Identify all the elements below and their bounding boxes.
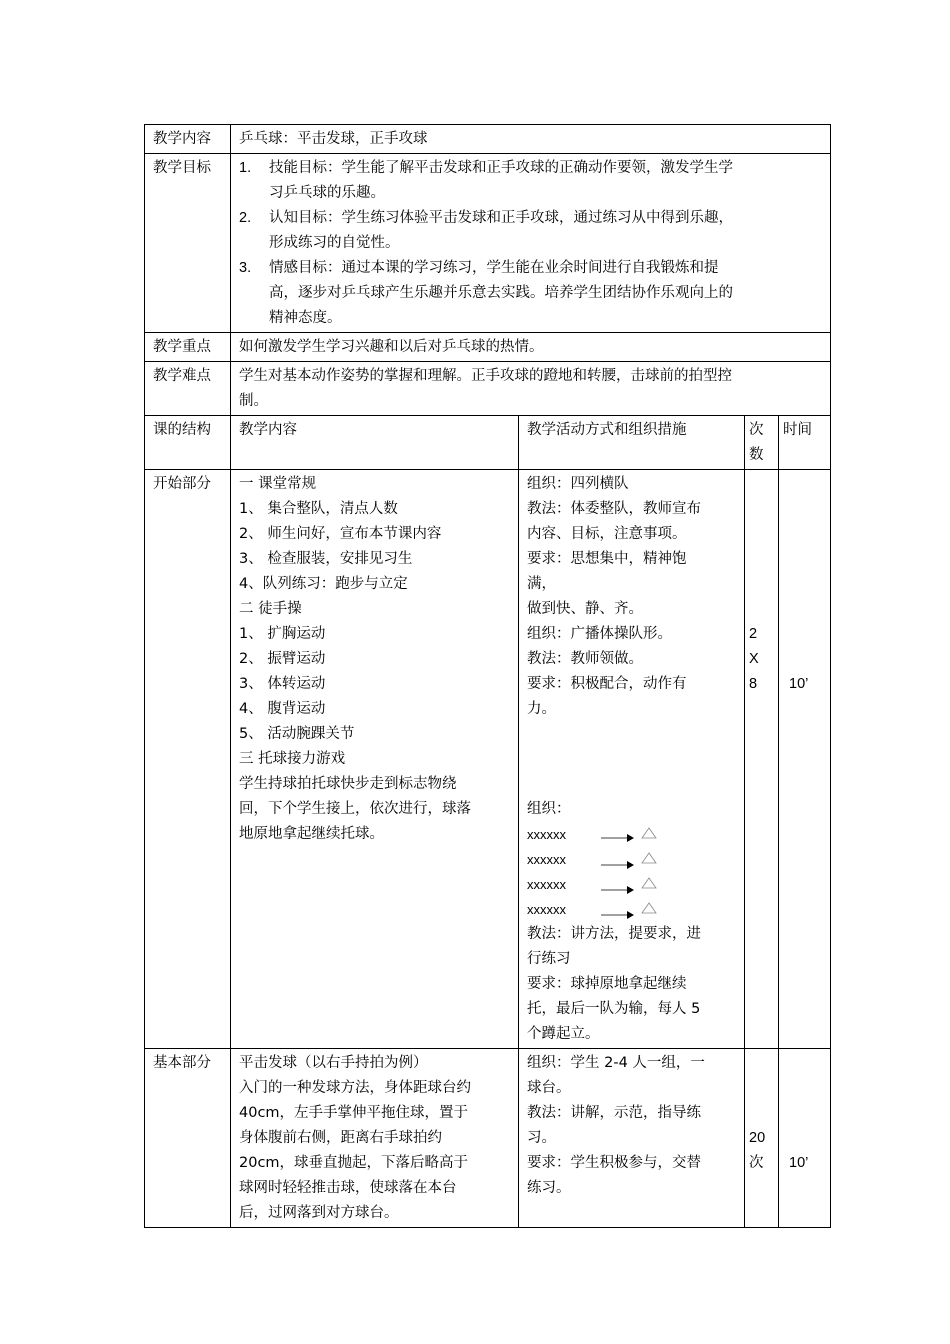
start-method-line: 要求：积极配合，动作有 [527, 676, 687, 692]
difficulty-line: 学生对基本动作姿势的掌握和理解。正手攻球的蹬地和转腰，击球前的拍型控 [239, 368, 732, 384]
start-content-line: 回，下个学生接上，依次进行，球落 [239, 801, 471, 817]
goals-list [239, 156, 824, 331]
difficulty-line: 制。 [239, 393, 268, 409]
basic-content-line: 球网时轻轻推击球，使球落在本台 [239, 1180, 457, 1196]
start-row [145, 470, 831, 1049]
formation-students: xxxxxx [527, 852, 566, 867]
basic-label: 基本部分 [145, 1049, 231, 1228]
basic-count-line: 20 [749, 1130, 766, 1146]
goal-number: 1. [239, 160, 252, 176]
start-method-line: 托，最后一队为输，每人 5 [527, 1001, 701, 1017]
start-count-line: X [749, 651, 759, 667]
start-time-value: 10’ [789, 676, 809, 692]
arrow-to-marker-icon [599, 899, 669, 921]
start-content-line: 三 托球接力游戏 [239, 751, 346, 767]
start-method-line: 满， [527, 576, 556, 592]
header-count-line: 数 [749, 447, 764, 463]
formation-row [527, 897, 738, 922]
basic-time [779, 1049, 831, 1228]
goal-item-2 [239, 206, 824, 256]
difficulty-row [145, 362, 831, 416]
basic-content-line: 入门的一种发球方法，身体距球台约 [239, 1080, 471, 1096]
formation-row [527, 872, 738, 897]
goal-number: 2. [239, 210, 252, 226]
start-method-line: 教法：教师领做。 [527, 651, 643, 667]
start-count-line: 8 [749, 676, 758, 692]
lesson-plan-table [144, 124, 831, 1228]
basic-method-line: 要求：学生积极参与，交替 [527, 1155, 701, 1171]
start-label: 开始部分 [145, 470, 231, 1049]
goal-line: 习乒乓球的乐趣。 [269, 185, 385, 201]
basic-content-line: 平击发球（以右手持拍为例） [239, 1055, 428, 1071]
header-row [145, 416, 831, 470]
header-structure: 课的结构 [145, 416, 231, 470]
start-content-line: 4、队列练习：跑步与立定 [239, 576, 408, 592]
start-method [519, 470, 745, 1049]
start-method-line: 教法：讲方法，提要求，进 [527, 926, 701, 942]
goal-line: 技能目标：学生能了解平击发球和正手攻球的正确动作要领，激发学生学 [269, 160, 733, 176]
start-method-line: 内容、目标，注意事项。 [527, 526, 687, 542]
formation-row [527, 822, 738, 847]
header-count-line: 次 [749, 422, 764, 438]
start-time [779, 470, 831, 1049]
basic-method-line: 习。 [527, 1130, 556, 1146]
start-content-line: 学生持球拍托球快步走到标志物绕 [239, 776, 457, 792]
start-content-line: 3、 检查服装，安排见习生 [239, 551, 413, 567]
focus-row [145, 333, 831, 362]
basic-time-value: 10’ [789, 1155, 809, 1171]
header-count [745, 416, 779, 470]
goal-line: 精神态度。 [269, 310, 342, 326]
header-method: 教学活动方式和组织措施 [519, 416, 745, 470]
start-count-line: 2 [749, 626, 758, 642]
difficulty-value [231, 362, 831, 416]
start-method-line: 要求：球掉原地拿起继续 [527, 976, 687, 992]
formation-label: 组织： [527, 801, 571, 817]
basic-method-line: 教法：讲解，示范，指导练 [527, 1105, 701, 1121]
content-label: 教学内容 [145, 125, 231, 154]
arrow-to-marker-icon [599, 874, 669, 896]
formation-students: xxxxxx [527, 902, 566, 917]
goal-line: 形成练习的自觉性。 [269, 235, 400, 251]
start-content-line: 1、 集合整队，清点人数 [239, 501, 398, 517]
start-content-line: 2、 师生问好，宣布本节课内容 [239, 526, 442, 542]
basic-row [145, 1049, 831, 1228]
method-gap [527, 722, 738, 797]
goal-line: 认知目标：学生练习体验平击发球和正手攻球，通过练习从中得到乐趣， [269, 210, 733, 226]
start-method-line: 个蹲起立。 [527, 1026, 600, 1042]
basic-content [231, 1049, 519, 1228]
goal-item-1 [239, 156, 824, 206]
goal-number: 3. [239, 260, 252, 276]
start-method-line: 要求：思想集中，精神饱 [527, 551, 687, 567]
goals-label: 教学目标 [145, 154, 231, 333]
start-method-line: 力。 [527, 701, 556, 717]
start-method-line: 行练习 [527, 951, 571, 967]
content-value: 乒乓球：平击发球，正手攻球 [231, 125, 831, 154]
start-method-line: 教法：体委整队，教师宣布 [527, 501, 701, 517]
focus-label: 教学重点 [145, 333, 231, 362]
header-content: 教学内容 [231, 416, 519, 470]
basic-method-line: 练习。 [527, 1180, 571, 1196]
basic-content-line: 身体腹前右侧，距离右手球拍约 [239, 1130, 442, 1146]
content-row [145, 125, 831, 154]
start-content-line: 3、 体转运动 [239, 676, 326, 692]
start-content-line: 地原地拿起继续托球。 [239, 826, 384, 842]
basic-content-line: 40cm，左手手掌伸平拖住球，置于 [239, 1105, 469, 1121]
formation-row [527, 847, 738, 872]
basic-content-line: 20cm，球垂直抛起，下落后略高于 [239, 1155, 469, 1171]
goals-row [145, 154, 831, 333]
arrow-to-marker-icon [599, 824, 669, 846]
header-time: 时间 [779, 416, 831, 470]
goal-line: 高，逐步对乒乓球产生乐趣并乐意去实践。培养学生团结协作乐观向上的 [269, 285, 733, 301]
arrow-to-marker-icon [599, 849, 669, 871]
start-content-line: 2、 振臂运动 [239, 651, 326, 667]
start-method-line: 做到快、静、齐。 [527, 601, 643, 617]
formation-students: xxxxxx [527, 877, 566, 892]
formation-students: xxxxxx [527, 827, 566, 842]
start-content-line: 5、 活动腕踝关节 [239, 726, 355, 742]
difficulty-label: 教学难点 [145, 362, 231, 416]
start-content-line: 1、 扩胸运动 [239, 626, 326, 642]
basic-method-line: 组织：学生 2-4 人一组，一 [527, 1055, 705, 1071]
goal-line: 情感目标：通过本课的学习练习，学生能在业余时间进行自我锻炼和提 [269, 260, 719, 276]
focus-value: 如何激发学生学习兴趣和以后对乒乓球的热情。 [231, 333, 831, 362]
goals-cell [231, 154, 831, 333]
start-count [745, 470, 779, 1049]
start-method-line: 组织：四列横队 [527, 476, 629, 492]
basic-count [745, 1049, 779, 1228]
start-content-line: 二 徒手操 [239, 601, 302, 617]
start-method-line: 组织：广播体操队形。 [527, 626, 672, 642]
basic-method-line: 球台。 [527, 1080, 571, 1096]
goal-item-3 [239, 256, 824, 331]
basic-method [519, 1049, 745, 1228]
basic-content-line: 后，过网落到对方球台。 [239, 1205, 399, 1221]
basic-count-line: 次 [749, 1155, 764, 1171]
start-content-line: 4、 腹背运动 [239, 701, 326, 717]
start-content-line: 一 课堂常规 [239, 476, 317, 492]
start-content [231, 470, 519, 1049]
